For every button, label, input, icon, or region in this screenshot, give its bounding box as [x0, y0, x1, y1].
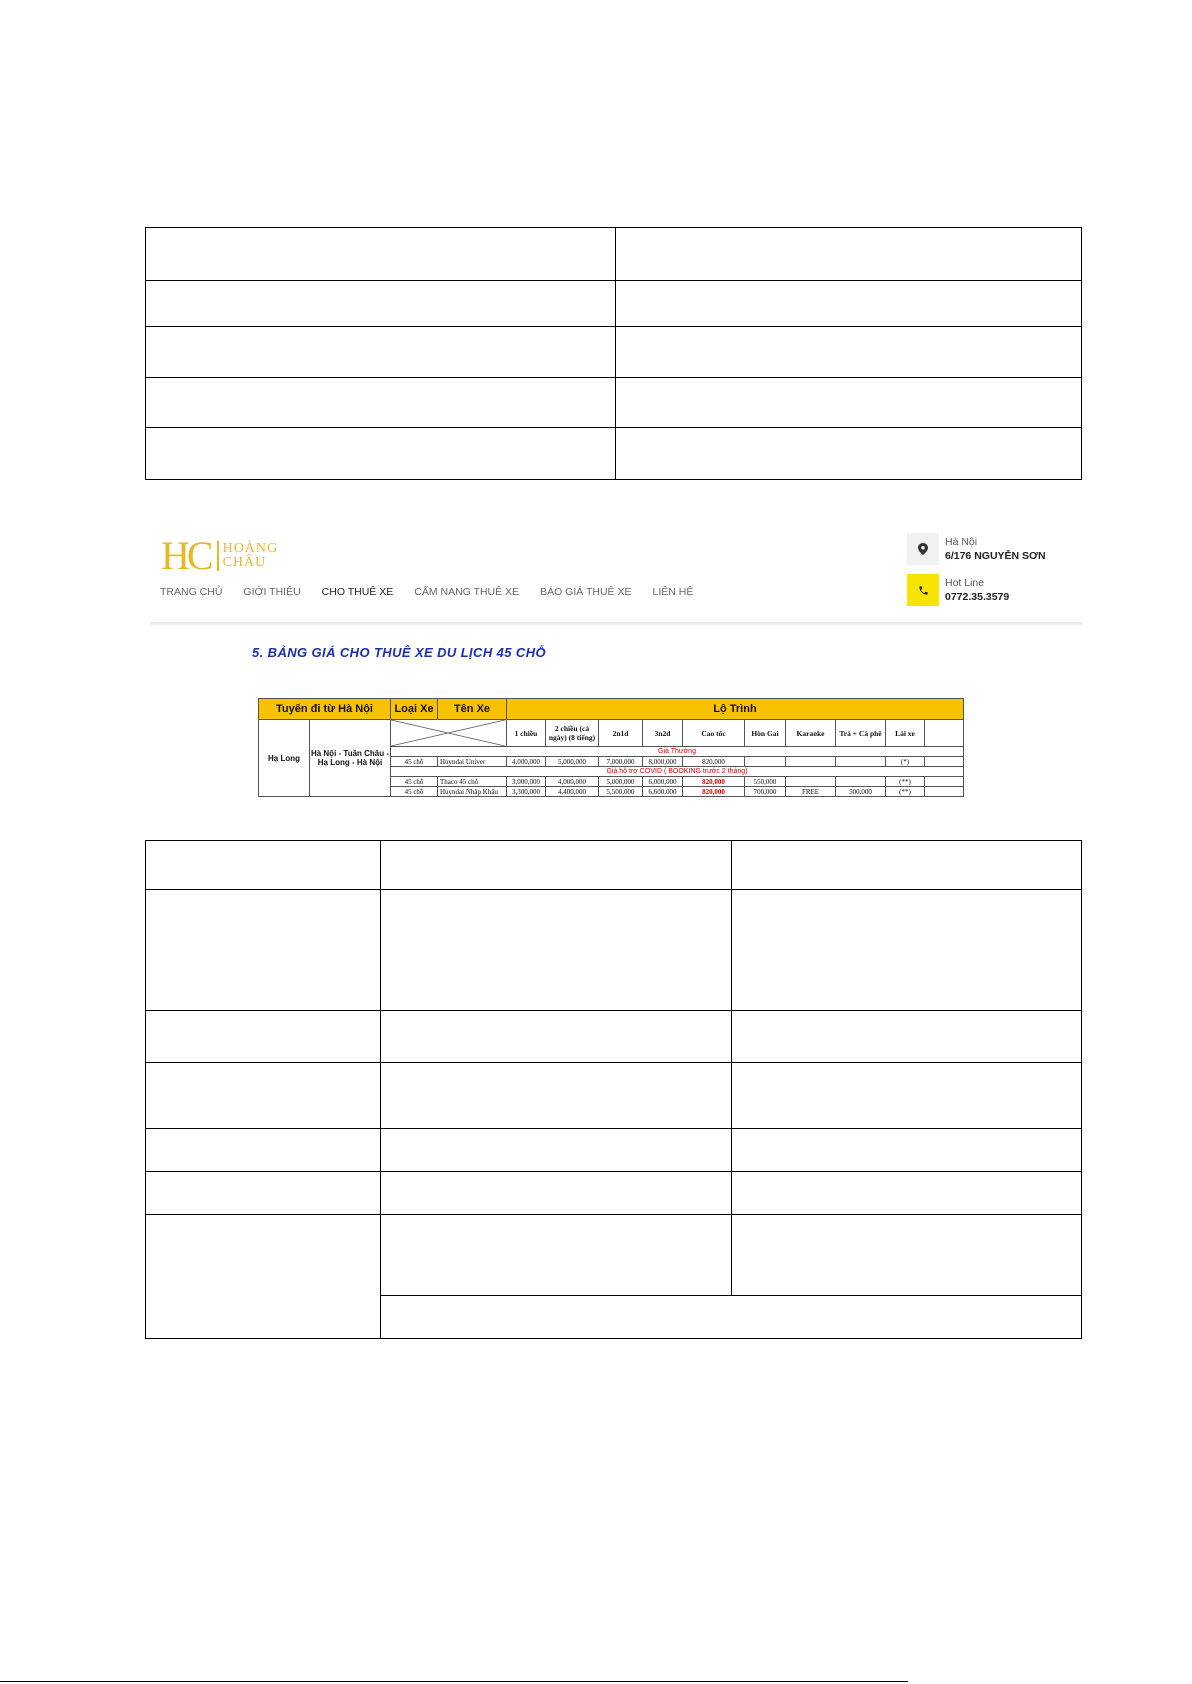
- table-cell: [381, 1215, 732, 1296]
- nav-item-home[interactable]: TRANG CHỦ: [160, 586, 223, 598]
- logo: [161, 534, 278, 578]
- table-cell: [146, 1011, 381, 1063]
- table-cell: [146, 1063, 381, 1129]
- table-cell: [146, 378, 616, 428]
- address-label: Hà Nội: [945, 536, 978, 548]
- top-table: [145, 227, 1082, 480]
- label-normal-price: Giá Thường: [391, 747, 964, 757]
- table-cell: [381, 1011, 732, 1063]
- nav-item-contact[interactable]: LIÊN HỆ: [652, 586, 694, 598]
- footer-rule: [0, 1681, 908, 1682]
- table-cell: [146, 1215, 381, 1339]
- logo-word-1: HOÀNG: [222, 541, 279, 556]
- table-cell: [616, 327, 1082, 378]
- table-cell: [732, 841, 1082, 890]
- table-cell: [146, 228, 616, 281]
- table-cell: [381, 841, 732, 890]
- map-pin-icon: [907, 533, 939, 565]
- website-screenshot: [150, 520, 1083, 804]
- logo-words: [223, 542, 279, 570]
- logo-divider: [217, 541, 219, 571]
- address-block: [907, 533, 1083, 565]
- phone-icon[interactable]: [907, 574, 939, 606]
- route-cell: Hà Nội - Tuần Châu - Hạ Long - Hà Nội: [310, 720, 391, 797]
- table-cell: [732, 890, 1082, 1011]
- nav-item-car-rental[interactable]: CHO THUÊ XE: [321, 586, 394, 598]
- diagonal-cell: [391, 720, 507, 747]
- section-title: 5. BẢNG GIÁ CHO THUÊ XE DU LỊCH 45 CHỖ: [252, 645, 547, 660]
- table-cell: [732, 1011, 1082, 1063]
- col-header: 1 chiều: [507, 720, 546, 747]
- col-header: 2 chiều (cả ngày) (8 tiếng): [546, 720, 599, 747]
- table-cell: [146, 841, 381, 890]
- bottom-table: [145, 840, 1082, 1339]
- col-header: Cao tốc: [683, 720, 745, 747]
- table-cell: [146, 281, 616, 327]
- table-cell: [616, 428, 1082, 480]
- col-header: Trà + Cà phê: [836, 720, 886, 747]
- table-cell: [146, 327, 616, 378]
- col-header: 2n1d: [599, 720, 643, 747]
- logo-word-2: CHÂU: [222, 555, 267, 570]
- table-cell: [732, 1129, 1082, 1172]
- table-cell: [381, 1063, 732, 1129]
- nav-item-about[interactable]: GIỚI THIỆU: [243, 586, 301, 598]
- hotline-value[interactable]: 0772.35.3579: [945, 591, 1010, 603]
- table-row: 45 chỗ Huyndai Nhập Khẩu 3,300,000 4,400,000 5,500,000 6,600,000 820,000 700,000 FREE 500,000 (**): [259, 787, 964, 797]
- destination-cell: Hạ Long: [259, 720, 310, 797]
- table-cell: [146, 1172, 381, 1215]
- address-value: 6/176 NGUYỄN SƠN: [945, 550, 1046, 562]
- table-cell: [381, 1129, 732, 1172]
- table-row: 45 chỗ Thaco 45 chỗ 3,000,000 4,000,000 5,000,000 6,000,000 820,000 550,000 (**): [259, 777, 964, 787]
- col-header-empty: [925, 720, 964, 747]
- nav-item-price-quote[interactable]: BÁO GIÁ THUÊ XE: [540, 586, 632, 598]
- nav-item-guide[interactable]: CẨM NANG THUÊ XE: [414, 586, 520, 598]
- main-nav: [160, 586, 714, 598]
- header-type: Loại Xe: [391, 699, 438, 720]
- table-cell: [381, 1172, 732, 1215]
- hotline-block: [907, 574, 1083, 606]
- price-table: [258, 698, 964, 797]
- header-itinerary: Lộ Trình: [507, 699, 964, 720]
- table-cell: [732, 1063, 1082, 1129]
- table-cell: [146, 1129, 381, 1172]
- logo-letters: HC: [161, 533, 211, 578]
- hotline-label: Hot Line: [945, 577, 985, 589]
- table-cell: [616, 228, 1082, 281]
- col-header: 3n2d: [643, 720, 683, 747]
- label-covid-price: Giá hỗ trợ COVID ( BOOKING trước 2 tháng): [391, 767, 964, 777]
- header-divider: [150, 622, 1083, 626]
- table-cell: [616, 281, 1082, 327]
- table-cell: [732, 1172, 1082, 1215]
- table-row: 45 chỗ Huyndai Univer 4,000,000 5,000,000 7,000,000 8,000,000 820,000 (*): [259, 757, 964, 767]
- table-cell: [146, 428, 616, 480]
- col-header: Hòn Gai: [745, 720, 786, 747]
- table-cell: [381, 890, 732, 1011]
- header-route: Tuyến đi từ Hà Nội: [259, 699, 391, 720]
- table-cell: [146, 890, 381, 1011]
- table-cell: [732, 1215, 1082, 1296]
- header-name: Tên Xe: [438, 699, 507, 720]
- table-cell: [616, 378, 1082, 428]
- table-cell: [381, 1296, 1082, 1339]
- col-header: Lái xe: [886, 720, 925, 747]
- col-header: Karaoke: [786, 720, 836, 747]
